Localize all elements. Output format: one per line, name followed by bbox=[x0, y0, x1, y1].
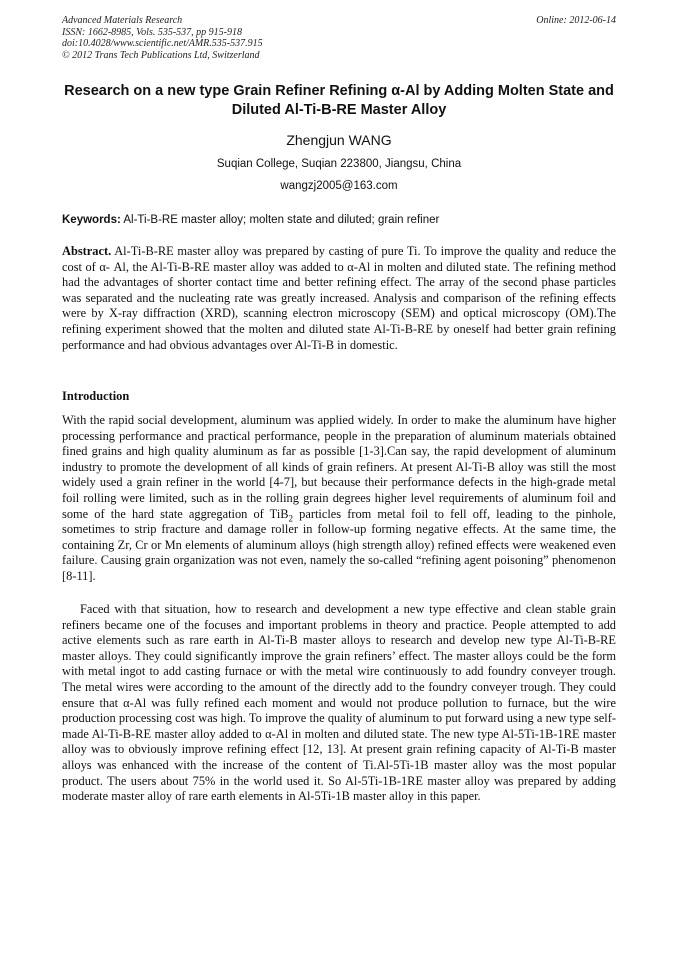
author-email: wangzj2005@163.com bbox=[280, 180, 398, 192]
keywords-label: Keywords: bbox=[62, 214, 121, 226]
introduction-heading: Introduction bbox=[62, 389, 130, 403]
abstract bbox=[62, 244, 616, 353]
intro-paragraph-1 bbox=[62, 413, 616, 585]
doi-line: doi:10.4028/www.scientific.net/AMR.535-537.915 bbox=[62, 38, 263, 49]
intro-p1-part-b: particles from metal foil to fell off, leading to the pinhole, sometimes to strip fracture and damage roller in follow-up forming negative effects. At the same time, the containing Zr, Cr or Mn elements of aluminum alloys (high strength alloy) refined effects were weakened even failure. Causing grain organization was not even, namely the so-called “refining agent poisoning” phenomenon [8-11]. bbox=[62, 506, 616, 583]
issn-line: ISSN: 1662-8985, Vols. 535-537, pp 915-918 bbox=[62, 26, 242, 38]
keywords bbox=[62, 214, 616, 226]
paper-title: Research on a new type Grain Refiner Refining α-Al by Adding Molten State and Diluted Al-Ti-B-RE Master Alloy bbox=[64, 83, 614, 118]
abstract-text: Al-Ti-B-RE master alloy was prepared by casting of pure Ti. To improve the quality and reduce the cost of α- Al, the Al-Ti-B-RE master alloy was added to α-Al in molten and diluted state. The refining method had the advantages of shorter contact time and better refining effect. The array of the second phase particles was separated and the nucleating rate was greatly increased. Analysis and comparison of the refining effects were by X-ray diffraction (XRD), scanning electron microscopy (SEM) and optical microscopy (OM).The refining experiment showed that the molten and diluted state Al-Ti-B-RE by oneself had better grain refining performance and had obvious advantages over Al-Ti-B in domestic. bbox=[62, 244, 616, 352]
journal-header bbox=[62, 15, 616, 61]
intro-paragraph-2 bbox=[62, 602, 616, 805]
affiliation: Suqian College, Suqian 223800, Jiangsu, China bbox=[216, 158, 462, 170]
copyright-line: © 2012 Trans Tech Publications Ltd, Switzerland bbox=[62, 49, 260, 61]
intro-p1-subscript: 2 bbox=[288, 513, 294, 524]
intro-p2-text: Faced with that situation, how to research and development a new type effective and clean stable grain refiners became one of the focuses and important problems in theory and practice. People attempted to add active elements such as rare earth in Al-Ti-B master alloys to research and develop new type Al-Ti-B-RE master alloys. They could significantly improve the grain refiners’ effect. The master alloys could be the form with metal ingot to add casting furnace or with the metal wire continuously to add foundry conveyer trough. The metal wires were according to the amount of the directly add to the foundry conveyer trough. They could ensure that α-Al was fully refined each moment and would not produce pollution to furnace, but the wire production processing cost was high. To improve the quality of aluminum to put forward using a new type self-made Al-Ti-B-RE master alloy added to α-Al in molten and diluted state. The new type Al-5Ti-1B-1RE master alloy was to obviously improve refining effect [12, 13]. At present grain refining capacity of Al-Ti-B master alloys was enhanced with the increase of the content of Ti.Al-5Ti-1B master alloy was the most popular product. The users about 75% in the world used it. So Al-5Ti-1B-1RE master alloy was prepared by adding moderate master alloy of rare earth elements in Al-5Ti-1B master alloy in this paper. bbox=[62, 602, 616, 804]
online-date: Online: 2012-06-14 bbox=[536, 15, 616, 26]
abstract-label: Abstract. bbox=[62, 244, 112, 258]
author-name: Zhengjun WANG bbox=[286, 132, 392, 148]
keywords-text: Al-Ti-B-RE master alloy; molten state and diluted; grain refiner bbox=[123, 214, 440, 226]
journal-name: Advanced Materials Research bbox=[62, 15, 183, 26]
intro-p1-part-a: With the rapid social development, aluminum was applied widely. In order to make the aluminum have higher processing performance and practical performance, people in the preparation of aluminum materials obtained fined grains and high quality aluminum as far as possible [1-3].Can say, the rapid development of aluminum industry to promote the development of all kinds of grain refiners. At present Al-Ti-B alloy was still the most widely used a grain refiner in the world [4-7], but because their performance defects in the high-grade metal foil rolling were limited, such as in the rolling grain degrees higher level requirements of aluminum foil and some of the hard state aggregation of TiB bbox=[62, 413, 616, 521]
